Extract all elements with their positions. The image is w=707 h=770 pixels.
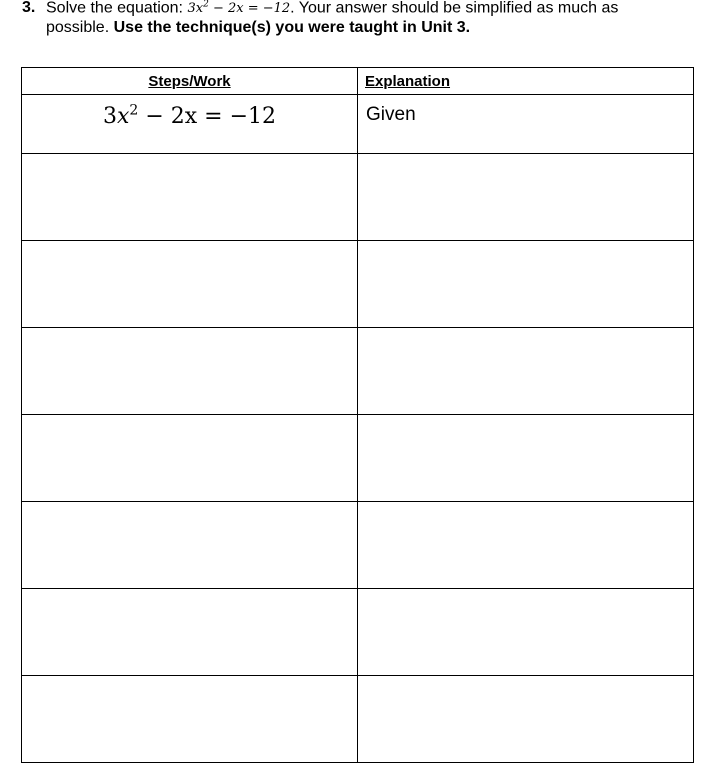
explanation-cell[interactable] [358,502,694,589]
table-row [22,502,694,589]
given-explanation-cell[interactable]: Given [358,95,694,154]
table-row [22,241,694,328]
question-number: 3. [22,0,36,17]
steps-work-header: Steps/Work [22,68,358,95]
given-row [22,95,694,154]
explanation-cell[interactable] [358,415,694,502]
explanation-cell[interactable] [358,676,694,763]
question-intro: Solve the equation: [46,0,183,17]
steps-cell[interactable] [22,328,358,415]
question-line-2 [22,18,692,37]
explanation-cell[interactable] [358,328,694,415]
work-table [21,67,694,763]
given-equation: $3x^2 - 2x = -12$ [102,103,276,130]
table-row [22,589,694,676]
inline-equation: $3x^2 - 2x = -12$ [187,0,291,17]
explanation-header: Explanation [358,68,694,95]
explanation-cell[interactable] [358,241,694,328]
question-text [22,0,692,37]
steps-cell[interactable] [22,415,358,502]
steps-cell[interactable] [22,154,358,241]
table-row [22,415,694,502]
header-row [22,68,694,95]
question-instruction: Use the technique(s) you were taught in Unit 3. [113,19,471,37]
explanation-cell[interactable] [358,589,694,676]
given-equation-cell[interactable] [22,95,358,154]
question-after-equation: . Your answer should be simplified as much as [290,0,619,17]
question-line-1 [22,0,692,18]
question-line2-plain: possible. [46,19,110,37]
steps-cell[interactable] [22,241,358,328]
table-row [22,328,694,415]
table-row [22,154,694,241]
steps-cell[interactable] [22,502,358,589]
steps-cell[interactable] [22,589,358,676]
explanation-cell[interactable] [358,154,694,241]
table-row [22,676,694,763]
steps-cell[interactable] [22,676,358,763]
